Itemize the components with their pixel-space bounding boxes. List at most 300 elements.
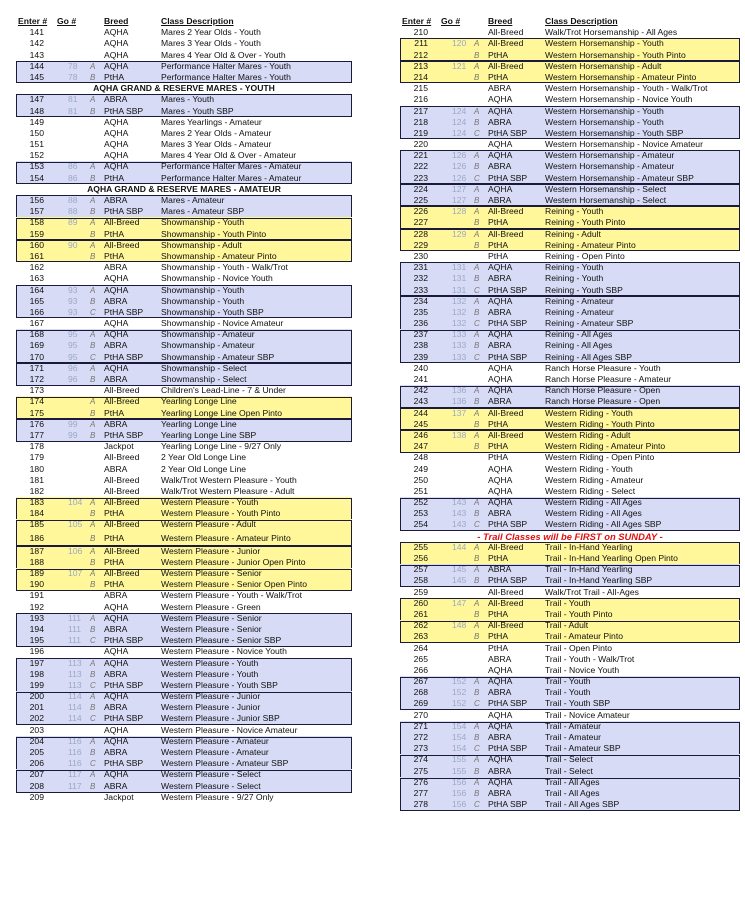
class-row [400,285,740,296]
breed: PtHA SBP [104,429,144,440]
go-number: 96 [68,362,78,373]
go-number: 96 [68,374,78,384]
class-row [400,72,740,83]
class-description: Showmanship - Youth - Walk/Trot [161,262,288,273]
go-letter: C [90,759,96,769]
breed: All-Breed [488,38,524,49]
class-row [16,408,352,419]
class-row [400,452,740,463]
breed: AQHA [488,664,513,675]
breed: AQHA [488,183,513,194]
breed: All-Breed [488,586,524,597]
class-description: Reining - Open Pinto [545,250,625,261]
class-row [400,240,740,251]
class-description: 2 Year Old Longe Line [161,463,247,474]
go-letter: A [474,39,480,49]
breed: AQHA [488,776,513,787]
breed: ABRA [104,418,128,429]
class-description: Walk/Trot Western Pleasure - Youth [161,474,297,485]
enter-number: 238 [413,340,428,351]
breed: AQHA [488,709,513,720]
go-letter: A [474,61,480,71]
enter-number: 144 [29,60,44,71]
go-letter: B [90,703,96,713]
class-row [16,296,352,307]
notice-text: - Trail Classes will be FIRST on SUNDAY - [477,530,663,542]
go-number: 90 [68,239,78,250]
go-letter: A [474,777,480,787]
go-letter: B [90,72,96,82]
go-number: 114 [68,713,82,724]
class-row [400,329,740,340]
class-row [400,206,740,217]
section-banner [16,83,352,94]
enter-number: 262 [413,620,428,631]
class-row [400,27,740,38]
breed: ABRA [104,340,128,351]
class-description: Western Pleasure - Youth Pinto [161,508,281,519]
enter-number: 254 [413,519,428,530]
enter-number: 174 [29,396,44,407]
enter-number: 176 [29,418,44,429]
go-letter: B [90,580,96,590]
class-row [16,240,352,251]
breed: PtHA [488,553,509,563]
enter-number: 204 [29,735,44,746]
class-description: Ranch Horse Pleasure - Amateur [545,374,672,384]
go-letter: A [90,546,96,556]
enter-number: 164 [29,284,44,295]
class-description: Western Pleasure - Youth - Walk/Trot [161,590,303,601]
class-description: Trail - Amateur Pinto [545,631,624,642]
class-row [16,546,352,557]
enter-number: 150 [29,127,44,138]
class-description: Performance Halter Mares - Amateur [161,172,302,183]
breed: PtHA [488,642,509,653]
class-row [400,139,740,150]
class-description: Western Pleasure - Senior [161,623,262,634]
class-description: Mares 4 Year Old & Over - Amateur [161,150,297,161]
enter-number: 242 [413,385,428,396]
enter-number: 270 [413,709,428,720]
enter-number: 259 [413,586,428,597]
go-letter: A [474,263,480,273]
enter-number: 191 [29,590,44,601]
class-description: Western Riding - Youth [545,407,633,418]
enter-number: 237 [413,329,428,340]
class-description: Western Riding - All Ages [545,508,642,519]
go-letter: A [474,755,480,765]
enter-number: 269 [413,698,428,709]
enter-number: 244 [413,407,428,418]
enter-number: 272 [413,732,428,742]
enter-number: 275 [413,765,428,776]
enter-number: 243 [413,396,428,407]
go-letter: B [90,341,96,351]
class-row [16,557,352,568]
go-letter: A [474,184,480,194]
go-number: 136 [452,385,467,396]
go-letter: C [474,800,480,810]
class-description: Western Pleasure - Select [161,769,261,780]
breed: AQHA [104,362,129,373]
breed: ABRA [488,195,512,205]
class-description: Trail - All Ages SBP [545,799,620,810]
class-description: Western Pleasure - Adult [161,519,256,530]
enter-number: 208 [29,780,44,791]
class-row [400,184,740,195]
class-row [400,743,740,754]
class-description: Reining - Adult [545,228,601,239]
class-row [400,542,740,553]
class-description: Western Horsemanship - Youth [545,105,664,116]
enter-number: 180 [29,463,44,474]
class-description: Reining - All Ages [545,340,613,351]
breed: PtHA [104,407,125,418]
go-number: 147 [452,597,467,608]
class-row [400,609,740,620]
header-enter: Enter # [18,16,48,26]
enter-number: 141 [29,27,44,38]
breed: PtHA SBP [488,284,528,295]
go-letter: A [90,569,96,578]
class-row [16,646,352,657]
go-number: 143 [452,497,467,508]
enter-number: 145 [29,71,44,82]
class-description: Western Horsemanship - Youth - Walk/Trot [545,83,708,94]
class-row [400,620,740,631]
header-class: Class Description [545,16,618,26]
go-number: 88 [68,195,78,205]
go-number: 152 [452,676,467,687]
enter-number: 175 [29,407,44,418]
breed: PtHA [488,631,509,642]
class-description: Children's Lead-Line - 7 & Under [161,385,286,396]
column-header-row [16,16,352,27]
class-description: Trail - Amateur [545,720,602,731]
breed: PtHA [104,250,125,261]
breed: ABRA [104,590,128,601]
go-letter: A [90,196,96,205]
go-letter: A [90,285,96,295]
class-description: Western Pleasure - Junior [161,691,261,702]
go-number: 116 [68,747,82,757]
breed: ABRA [104,463,128,474]
breed: AQHA [104,657,129,668]
class-row [16,419,352,430]
breed: ABRA [104,295,128,306]
go-number: 124 [452,127,467,138]
enter-number: 271 [413,720,428,731]
breed: ABRA [488,687,512,698]
go-letter: B [474,72,480,82]
class-description: Western Pleasure - Junior SBP [161,713,280,724]
class-row [16,352,352,363]
breed: AQHA [104,318,129,329]
enter-number: 192 [29,601,44,612]
go-letter: B [474,733,480,742]
breed: PtHA [488,250,509,261]
column-header-row [400,16,740,27]
class-row [400,419,740,430]
enter-number: 277 [413,787,428,798]
class-description: Mares - Youth SBP [161,105,234,116]
enter-number: 194 [29,623,44,634]
class-description: Reining - Amateur [545,306,614,317]
enter-number: 153 [29,161,44,172]
enter-number: 154 [29,172,44,183]
enter-number: 143 [29,49,44,60]
breed: ABRA [488,787,512,798]
class-description: Western Horsemanship - Amateur [545,150,675,161]
go-number: 145 [452,575,467,586]
go-letter: C [474,128,480,138]
breed: ABRA [488,732,512,742]
class-row [400,587,740,598]
breed: All-Breed [104,217,140,228]
enter-number: 182 [29,485,44,496]
breed: PtHA SBP [488,743,528,754]
class-description: Yearling Longe Line [161,396,237,407]
breed: PtHA [488,452,509,463]
class-row [16,452,352,463]
go-number: 132 [452,318,467,329]
breed: ABRA [104,195,128,205]
go-letter: B [474,688,480,698]
go-letter: B [474,307,480,317]
go-letter: A [474,106,480,116]
class-description: Western Horsemanship - Amateur [545,161,675,172]
class-description: Mares - Youth [161,94,215,105]
enter-number: 229 [413,239,428,250]
breed: All-Breed [104,485,140,496]
go-letter: C [474,285,480,295]
go-letter: A [90,240,96,250]
class-row [16,307,352,318]
go-number: 113 [68,679,82,690]
go-letter: A [474,598,480,608]
go-letter: A [90,658,96,668]
enter-number: 255 [413,541,428,552]
go-number: 93 [68,306,78,317]
class-description: Western Riding - Amateur Pinto [545,441,666,452]
breed: PtHA SBP [104,758,144,769]
go-letter: B [474,554,480,563]
class-description: Showmanship - Adult [161,239,242,250]
go-letter: B [90,251,96,261]
enter-number: 186 [29,532,44,543]
enter-number: 169 [29,340,44,351]
breed: All-Breed [104,545,140,556]
enter-number: 246 [413,429,428,440]
class-description: Trail - Youth [545,597,591,608]
breed: PtHA [104,508,125,519]
class-row [400,631,740,642]
class-row [16,385,352,396]
class-row [400,363,740,374]
class-description: Trail - Open Pinto [545,642,613,653]
breed: ABRA [104,94,128,105]
class-row [16,61,352,72]
enter-number: 251 [413,485,428,496]
go-number: 86 [68,161,78,172]
breed: ABRA [104,374,128,384]
enter-number: 159 [29,228,44,239]
go-letter: A [90,95,96,105]
header-enter: Enter # [402,16,432,26]
class-description: Western Pleasure - Green [161,601,261,612]
class-description: Yearling Longe Line - 9/27 Only [161,441,282,452]
enter-number: 264 [413,642,428,653]
class-row [400,475,740,486]
class-description: Performance Halter Mares - Youth [161,71,291,82]
class-description: Trail - In-Hand Yearling SBP [545,575,653,586]
breed: PtHA SBP [104,306,144,317]
go-number: 117 [68,769,82,780]
class-row [400,128,740,139]
breed: AQHA [104,724,129,735]
enter-number: 220 [413,139,428,150]
go-number: 152 [452,687,467,698]
go-number: 93 [68,295,78,306]
go-letter: B [474,117,480,127]
enter-number: 173 [29,385,44,396]
go-letter: C [474,319,480,329]
enter-number: 273 [413,743,428,754]
breed: All-Breed [488,429,524,440]
go-letter: B [90,748,96,757]
go-letter: A [90,736,96,746]
class-row [16,195,352,206]
class-description: Western Pleasure - Junior [161,702,261,713]
breed: PtHA SBP [104,679,144,690]
breed: PtHA SBP [488,318,528,329]
breed: AQHA [104,646,129,657]
class-row [16,374,352,385]
breed: AQHA [104,284,129,295]
enter-number: 278 [413,799,428,810]
breed: ABRA [488,765,512,776]
breed: All-Breed [104,519,140,530]
go-letter: B [90,229,96,239]
class-row [400,721,740,732]
breed: Jackpot [104,791,134,802]
go-letter: B [90,781,96,791]
class-description: Trail - In-Hand Yearling [545,541,633,552]
go-number: 104 [68,497,83,508]
class-description: Western Horsemanship - Novice Youth [545,94,693,105]
class-description: Western Riding - All Ages [545,497,642,508]
breed: AQHA [104,60,129,71]
go-number: 127 [452,183,467,194]
class-row [400,766,740,777]
breed: PtHA SBP [488,799,528,810]
go-number: 111 [68,623,82,634]
class-description: Western Horsemanship - Youth [545,38,664,49]
enter-number: 210 [413,27,428,38]
enter-number: 205 [29,747,44,757]
go-number: 143 [452,519,467,530]
go-number: 138 [452,429,467,440]
enter-number: 157 [29,206,44,217]
enter-number: 233 [413,284,428,295]
go-letter: A [90,363,96,373]
breed: All-Breed [104,568,140,578]
class-row [400,441,740,452]
breed: All-Breed [104,497,140,508]
class-description: Western Riding - Youth [545,463,633,474]
class-description: Showmanship - Amateur [161,340,255,351]
go-letter: C [474,744,480,754]
enter-number: 207 [29,769,44,780]
class-row [16,329,352,340]
enter-number: 232 [413,273,428,284]
breed: AQHA [104,161,129,172]
go-letter: A [90,419,96,429]
class-row [400,229,740,240]
class-description: Western Pleasure - Amateur [161,747,269,757]
class-row [400,106,740,117]
class-description: Western Riding - Youth Pinto [545,418,655,429]
class-row [400,676,740,687]
go-number: 148 [452,620,467,631]
class-description: Trail - Youth - Walk/Trot [545,653,635,664]
breed: ABRA [488,653,512,664]
go-letter: B [474,788,480,798]
go-letter: C [90,680,96,690]
breed: AQHA [104,329,129,340]
class-row [16,273,352,284]
enter-number: 212 [413,49,428,60]
go-letter: B [90,430,96,440]
enter-number: 245 [413,418,428,429]
breed: ABRA [488,340,512,351]
class-row [400,195,740,206]
class-row [16,781,352,792]
class-row [16,206,352,217]
class-row [16,173,352,184]
enter-number: 222 [413,161,428,172]
class-description: Mares Yearlings - Amateur [161,116,262,127]
go-letter: A [474,386,480,396]
go-number: 133 [452,351,467,362]
go-number: 143 [452,508,467,519]
class-row [16,691,352,702]
right-column [400,16,740,810]
class-row [400,61,740,72]
go-letter: C [474,352,480,362]
enter-number: 147 [29,94,44,105]
section-banner [16,184,352,195]
class-row [16,669,352,680]
breed: PtHA SBP [104,635,144,646]
class-description: Performance Halter Mares - Youth [161,60,291,71]
enter-number: 256 [413,553,428,563]
go-number: 155 [452,765,467,776]
class-row [400,430,740,441]
class-description: Reining - Youth [545,273,604,284]
go-letter: B [90,533,96,543]
class-description: Western Pleasure - 9/27 Only [161,791,274,802]
class-description: Western Pleasure - Youth [161,668,259,679]
enter-number: 252 [413,497,428,508]
class-description: Yearling Longe Line Open Pinto [161,407,283,418]
enter-number: 209 [29,791,44,802]
class-description: Ranch Horse Pleasure - Open [545,385,661,396]
class-row [16,736,352,747]
breed: ABRA [488,306,512,317]
breed: AQHA [104,612,129,623]
